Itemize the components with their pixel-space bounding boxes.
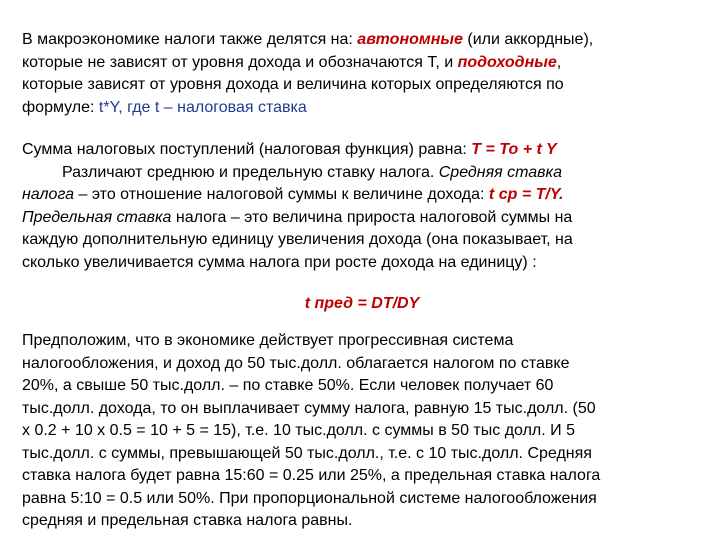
formula-marginal-rate-block [22, 293, 702, 316]
term-average-rate: Средняя ставка [438, 163, 562, 181]
text-line: тыс.долл. дохода, то он выплачивает сумму налога, равную 15 тыс.долл. (50 [22, 399, 596, 417]
paragraph-tax-function [22, 139, 702, 274]
text-line: х 0.2 + 10 х 0.5 = 10 + 5 = 15), т.е. 10 тыс.долл. с суммы в 50 тыс долл. И 5 [22, 422, 575, 439]
paragraph-example [22, 330, 702, 533]
text-segment: (или аккордные), [462, 31, 594, 48]
text-segment: налога – это величина прироста налоговой суммы на [171, 208, 573, 226]
text-line: равна 5:10 = 0.5 или 50%. При пропорциональной системе налогообложения [22, 489, 597, 507]
text-segment: – это отношение налоговой суммы к величине дохода: [74, 186, 489, 203]
text-line [22, 162, 702, 185]
text-line [22, 29, 702, 52]
text-line [22, 97, 702, 120]
text-line: Предположим, что в экономике действует прогрессивная система [22, 332, 514, 349]
text-segment: Сумма налоговых поступлений (налоговая функция) равна: [22, 141, 472, 158]
formula-tax-function: T = To + t Y [471, 141, 557, 158]
text-line: налогообложения, и доход до 50 тыс.долл. облагается налогом по ставке [22, 354, 570, 372]
text-segment: Различают среднюю и предельную ставку налога. [62, 163, 439, 181]
text-line: ставка налога будет равна 15:60 = 0.25 или 25%, а предельная ставка налога [22, 467, 601, 484]
formula-note: , где t – налоговая ставка [118, 98, 307, 116]
text-segment: которые не зависят от уровня дохода и обозначаются Т, и [22, 53, 458, 71]
term-income: подоходные [457, 53, 557, 71]
text-segment: формуле: [22, 98, 99, 116]
text-line [22, 184, 702, 207]
text-line [22, 52, 702, 75]
text-line: которые зависят от уровня дохода и величина которых определяются по [22, 76, 564, 93]
term-average-rate-cont: налога [22, 186, 75, 203]
text-line [22, 139, 702, 162]
formula-inline: t*Y [98, 98, 119, 116]
text-segment: В макроэкономике налоги также делятся на: [22, 31, 358, 48]
text-line [22, 207, 702, 230]
text-segment: , [556, 53, 562, 71]
text-line: средняя и предельная ставка налога равны. [22, 512, 353, 529]
paragraph-tax-types [22, 29, 702, 119]
text-line: тыс.долл. с суммы, превышающей 50 тыс.долл., т.е. с 10 тыс.долл. Средняя [22, 444, 592, 462]
term-marginal-rate: Предельная ставка [22, 208, 172, 226]
formula-average-rate: t ср = T/Y. [488, 186, 564, 203]
term-autonomous: автономные [357, 31, 463, 48]
text-line: сколько увеличивается сумма налога при росте дохода на единицу) : [22, 253, 537, 271]
text-line: каждую дополнительную единицу увеличения дохода (она показывает, на [22, 231, 573, 248]
text-line: 20%, а свыше 50 тыс.долл. – по ставке 50%. Если человек получает 60 [22, 377, 554, 394]
formula-marginal-rate: t пред = DT/DY [304, 295, 420, 312]
